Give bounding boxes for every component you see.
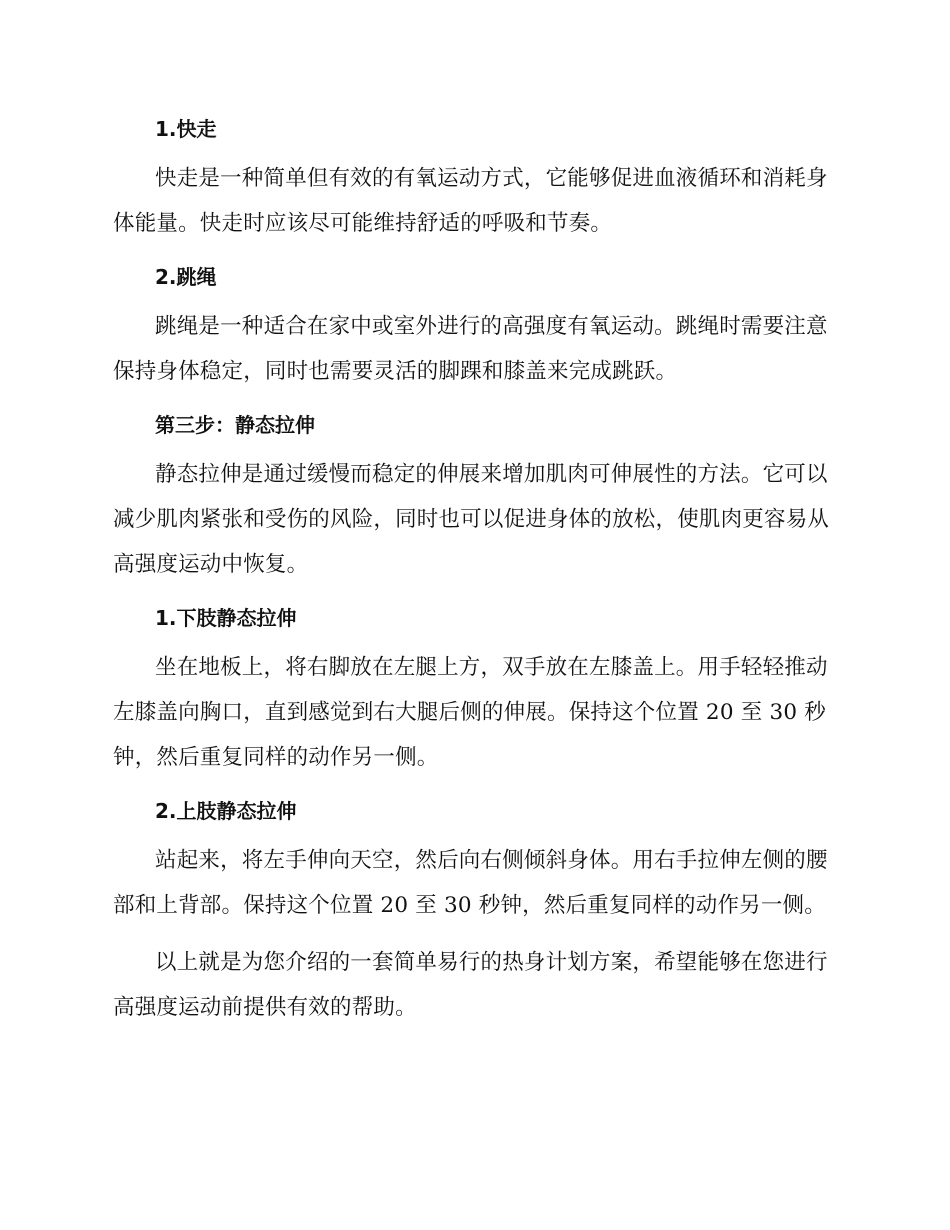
section-heading-brisk-walk: 1.快走 [155,117,217,141]
section-heading-static-stretch: 第三步：静态拉伸 [155,413,315,437]
section-heading-lower-body-stretch: 1.下肢静态拉伸 [155,606,297,630]
section-heading-jump-rope: 2.跳绳 [155,265,217,289]
paragraph-lower-body-stretch: 坐在地板上，将右脚放在左腿上方，双手放在左膝盖上。用手轻轻推动左膝盖向胸口，直到感觉到右大腿后侧的伸展。保持这个位置 20 至 30 秒钟，然后重复同样的动作另一侧。 [113,655,828,770]
paragraph-upper-body-stretch: 站起来，将左手伸向天空，然后向右侧倾斜身体。用右手拉伸左侧的腰部和上背部。保持这个位置 20 至 30 秒钟，然后重复同样的动作另一侧。 [113,848,828,918]
paragraph-static-stretch: 静态拉伸是通过缓慢而稳定的伸展来增加肌肉可伸展性的方法。它可以减少肌肉紧张和受伤的风险，同时也可以促进身体的放松，使肌肉更容易从高强度运动中恢复。 [113,462,830,577]
section-heading-upper-body-stretch: 2.上肢静态拉伸 [155,799,297,823]
paragraph-brisk-walk: 快走是一种简单但有效的有氧运动方式，它能够促进血液循环和消耗身体能量。快走时应该尽可能维持舒适的呼吸和节奏。 [113,166,828,236]
paragraph-jump-rope: 跳绳是一种适合在家中或室外进行的高强度有氧运动。跳绳时需要注意保持身体稳定，同时也需要灵活的脚踝和膝盖来完成跳跃。 [113,314,828,384]
document-body [113,110,833,1042]
paragraph-conclusion: 以上就是为您介绍的一套简单易行的热身计划方案，希望能够在您进行高强度运动前提供有效的帮助。 [113,950,828,1020]
